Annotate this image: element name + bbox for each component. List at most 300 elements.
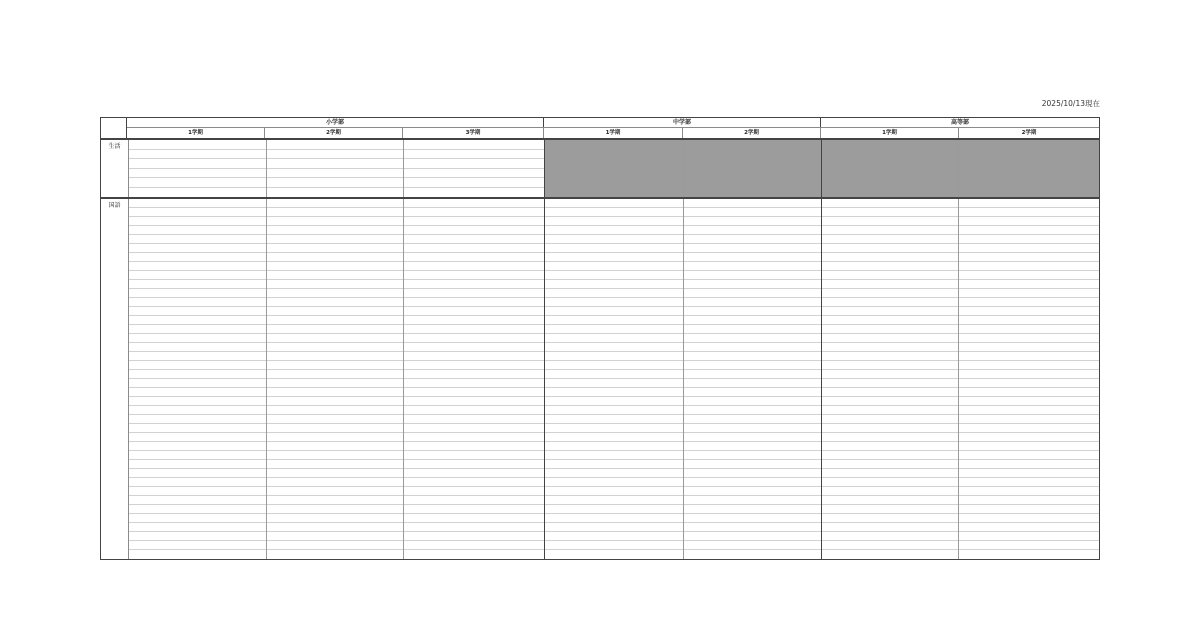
empty-cell [684,397,821,406]
header-term: 1学期 [544,128,683,138]
empty-cell [822,253,959,262]
table-cell [404,159,544,169]
subject-label: 国語 [101,199,129,559]
empty-cell [545,397,683,406]
table-cell [404,505,544,514]
empty-cell [822,289,959,298]
table-cell [404,244,544,253]
empty-cell [822,316,959,325]
empty-cell [959,226,1099,235]
empty-cell [545,406,683,415]
empty-cell [822,262,959,271]
empty-cell [129,280,266,289]
table-cell [267,343,404,352]
table-cell [684,280,821,289]
empty-cell [959,253,1099,262]
table-cell [404,140,544,150]
table-cell [267,424,404,433]
empty-cell [129,541,266,550]
empty-cell [129,361,266,370]
empty-cell [822,469,959,478]
table-cell [684,262,821,271]
table-cell [404,235,544,244]
table-cell [267,140,404,150]
disabled-column [684,140,822,197]
table-cell [267,280,404,289]
table-cell [684,307,821,316]
empty-cell [959,217,1099,226]
table-cell [404,325,544,334]
empty-cell [129,325,266,334]
table-cell [404,433,544,442]
table-cell [404,451,544,460]
empty-cell [129,550,266,559]
empty-cell [822,442,959,451]
table-cell [684,271,821,280]
empty-cell [959,343,1099,352]
empty-cell [129,451,266,460]
empty-cell [129,343,266,352]
table-cell [267,406,404,415]
table-cell [404,199,544,208]
header-term: 2学期 [1021,130,1037,136]
table-cell [404,397,544,406]
header-term: 1学期 [821,128,959,138]
header-term: 2学期 [683,128,821,138]
empty-cell [129,523,266,532]
empty-cell [822,541,959,550]
table-cell [267,496,404,505]
empty-cell [129,289,266,298]
empty-cell [545,271,683,280]
table-cell [404,523,544,532]
empty-cell [129,478,266,487]
empty-cell [545,460,683,469]
empty-cell [684,352,821,361]
empty-cell [545,289,683,298]
empty-cell [129,307,266,316]
empty-cell [545,235,683,244]
empty-cell [545,496,683,505]
table-cell [684,226,821,235]
header-term: 2学期 [265,128,403,138]
table-cell [404,469,544,478]
table-cell [404,379,544,388]
empty-cell [267,487,404,496]
table-cell [404,316,544,325]
empty-cell [959,352,1099,361]
subject-section [101,199,1099,559]
table-cell [404,415,544,424]
table-cell [267,316,404,325]
empty-cell [684,433,821,442]
empty-cell [959,370,1099,379]
empty-cell [129,460,266,469]
table-cell [684,235,821,244]
table-cell [684,208,821,217]
empty-cell [129,442,266,451]
empty-cell [129,388,266,397]
empty-cell [959,388,1099,397]
empty-cell [129,487,266,496]
empty-cell [545,334,683,343]
empty-cell [129,379,266,388]
table-cell [267,352,404,361]
empty-cell [545,370,683,379]
empty-cell [822,451,959,460]
table-cell [267,514,404,523]
empty-cell [959,280,1099,289]
table-cell [267,433,404,442]
empty-cell [684,415,821,424]
empty-cell [959,451,1099,460]
table-cell [267,307,404,316]
empty-cell [684,550,821,559]
empty-cell [959,496,1099,505]
table-cell [404,514,544,523]
empty-cell [545,550,683,559]
empty-cell [267,478,404,487]
empty-cell [129,352,266,361]
empty-cell [545,388,683,397]
empty-cell [822,217,959,226]
table-cell [404,208,544,217]
empty-cell [959,550,1099,559]
empty-cell [822,514,959,523]
table-cell [404,406,544,415]
empty-cell [545,226,683,235]
empty-cell [959,469,1099,478]
empty-cell [822,433,959,442]
empty-cell [822,343,959,352]
table-cell [404,298,544,307]
empty-cell [545,325,683,334]
table-cell [404,442,544,451]
header-department: 高等部 [950,119,969,126]
empty-cell [959,514,1099,523]
empty-cell [959,406,1099,415]
term-column [404,140,545,197]
term-column [545,199,684,559]
table-cell [404,150,544,160]
empty-cell [822,379,959,388]
empty-cell [822,505,959,514]
empty-cell [959,289,1099,298]
table-cell [267,244,404,253]
table-cell [267,217,404,226]
table-cell [267,169,404,179]
table-cell [267,397,404,406]
table-cell [267,388,404,397]
empty-cell [129,505,266,514]
empty-cell [959,334,1099,343]
empty-cell [822,478,959,487]
table-cell [404,496,544,505]
table-cell [267,523,404,532]
table-cell [684,253,821,262]
table-cell [267,460,404,469]
empty-cell [959,271,1099,280]
table-cell [129,159,266,169]
table-cell [404,478,544,487]
disabled-column [822,140,960,197]
empty-cell [822,271,959,280]
table-cell [129,199,266,208]
empty-cell [822,280,959,289]
empty-cell [545,505,683,514]
empty-cell [545,415,683,424]
header-term: 3学期 [403,128,544,138]
table-cell [404,487,544,496]
empty-cell [822,352,959,361]
empty-cell [822,532,959,541]
empty-cell [545,352,683,361]
empty-cell [545,478,683,487]
term-column [822,199,960,559]
empty-cell [959,379,1099,388]
empty-cell [684,514,821,523]
empty-cell [129,244,266,253]
empty-cell [267,469,404,478]
empty-cell [684,469,821,478]
table-cell [404,460,544,469]
table-cell [545,217,683,226]
table-cell [404,334,544,343]
empty-cell [822,397,959,406]
empty-cell [545,532,683,541]
empty-cell [684,379,821,388]
empty-cell [822,550,959,559]
empty-cell [545,262,683,271]
table-cell [267,178,404,188]
empty-cell [959,460,1099,469]
empty-cell [545,514,683,523]
empty-cell [684,523,821,532]
table-cell [404,352,544,361]
table-cell [267,451,404,460]
empty-cell [959,244,1099,253]
table-cell [267,298,404,307]
table-cell [404,424,544,433]
empty-cell [684,487,821,496]
table-cell [267,271,404,280]
empty-cell [545,523,683,532]
empty-cell [822,460,959,469]
empty-cell [129,370,266,379]
table-cell [267,370,404,379]
empty-cell [684,442,821,451]
empty-cell [129,514,266,523]
empty-cell [959,415,1099,424]
table-cell [267,505,404,514]
empty-cell [545,298,683,307]
empty-cell [959,478,1099,487]
table-cell [267,334,404,343]
table-cell [404,550,544,559]
empty-cell [959,532,1099,541]
empty-cell [822,208,959,217]
table-cell [684,217,821,226]
empty-cell [684,541,821,550]
empty-cell [129,415,266,424]
table-cell [129,208,266,217]
empty-cell [129,253,266,262]
empty-cell [684,361,821,370]
empty-cell [684,334,821,343]
empty-cell [959,199,1099,208]
table-header [101,118,1099,140]
empty-cell [129,188,266,198]
empty-cell [129,532,266,541]
empty-cell [822,523,959,532]
table-cell [267,226,404,235]
table-cell [684,298,821,307]
table-cell [404,307,544,316]
empty-cell [822,235,959,244]
header-term: 1学期 [127,128,265,138]
table-cell [404,271,544,280]
empty-cell [545,307,683,316]
empty-cell [684,424,821,433]
empty-cell [129,316,266,325]
table-cell [129,140,266,150]
empty-cell [129,397,266,406]
table-cell [822,199,959,208]
table-cell [404,178,544,188]
empty-cell [129,424,266,433]
empty-cell [684,325,821,334]
empty-cell [959,442,1099,451]
term-column [129,199,267,559]
empty-cell [129,469,266,478]
table-cell [404,169,544,179]
term-row [127,128,1099,140]
empty-cell [959,541,1099,550]
term-column [129,140,267,197]
table-cell [267,541,404,550]
term-column [959,199,1099,559]
header-right [127,118,1099,140]
empty-cell [959,433,1099,442]
table-cell [267,379,404,388]
department-row [127,118,1099,128]
table-cell [684,199,821,208]
empty-cell [684,343,821,352]
empty-cell [959,361,1099,370]
table-cell [404,541,544,550]
disabled-column [959,140,1099,197]
empty-cell [129,271,266,280]
table-cell [684,244,821,253]
table-cell [404,361,544,370]
empty-cell [129,262,266,271]
empty-cell [545,424,683,433]
term-column [684,199,822,559]
empty-cell [959,298,1099,307]
empty-cell [822,244,959,253]
corner-cell [101,118,127,140]
empty-cell [959,397,1099,406]
table-cell [404,289,544,298]
term-column [404,199,545,559]
materials-table [100,117,1100,560]
table-cell [129,226,266,235]
table-cell [267,235,404,244]
empty-cell [822,487,959,496]
empty-cell [545,487,683,496]
table-cell [267,325,404,334]
table-cell [404,280,544,289]
empty-cell [822,307,959,316]
header-department: 中学部 [544,118,821,127]
empty-cell [684,388,821,397]
table-cell [684,289,821,298]
table-cell [267,361,404,370]
empty-cell [545,433,683,442]
empty-cell [545,469,683,478]
table-cell [129,150,266,160]
table-cell [267,150,404,160]
empty-cell [822,370,959,379]
date-label: 2025/10/13現在 [1041,99,1100,108]
table-cell [267,208,404,217]
empty-cell [684,451,821,460]
empty-cell [822,415,959,424]
table-cell [267,442,404,451]
empty-cell [959,424,1099,433]
empty-cell [129,178,266,188]
table-cell [267,415,404,424]
table-cell [404,217,544,226]
empty-cell [129,433,266,442]
empty-cell [822,361,959,370]
empty-cell [545,253,683,262]
empty-cell [959,316,1099,325]
table-cell [129,217,266,226]
subject-label: 生活 [101,140,129,197]
term-column [267,140,405,197]
empty-cell [545,361,683,370]
table-cell [267,253,404,262]
header-department: 小学部 [127,118,544,127]
table-cell [129,235,266,244]
empty-cell [822,226,959,235]
empty-cell [545,280,683,289]
empty-cell [959,307,1099,316]
table-cell [404,370,544,379]
table-cell [267,289,404,298]
empty-cell [545,244,683,253]
empty-cell [545,541,683,550]
table-cell [545,199,683,208]
table-cell [684,316,821,325]
empty-cell [684,496,821,505]
empty-cell [959,325,1099,334]
empty-cell [129,496,266,505]
empty-cell [684,532,821,541]
table-cell [267,159,404,169]
subject-section [101,140,1099,199]
empty-cell [822,325,959,334]
table-cell [404,388,544,397]
empty-cell [684,478,821,487]
empty-cell [822,388,959,397]
empty-cell [959,487,1099,496]
empty-cell [822,424,959,433]
table-cell [404,532,544,541]
empty-cell [545,316,683,325]
table-cell [267,199,404,208]
